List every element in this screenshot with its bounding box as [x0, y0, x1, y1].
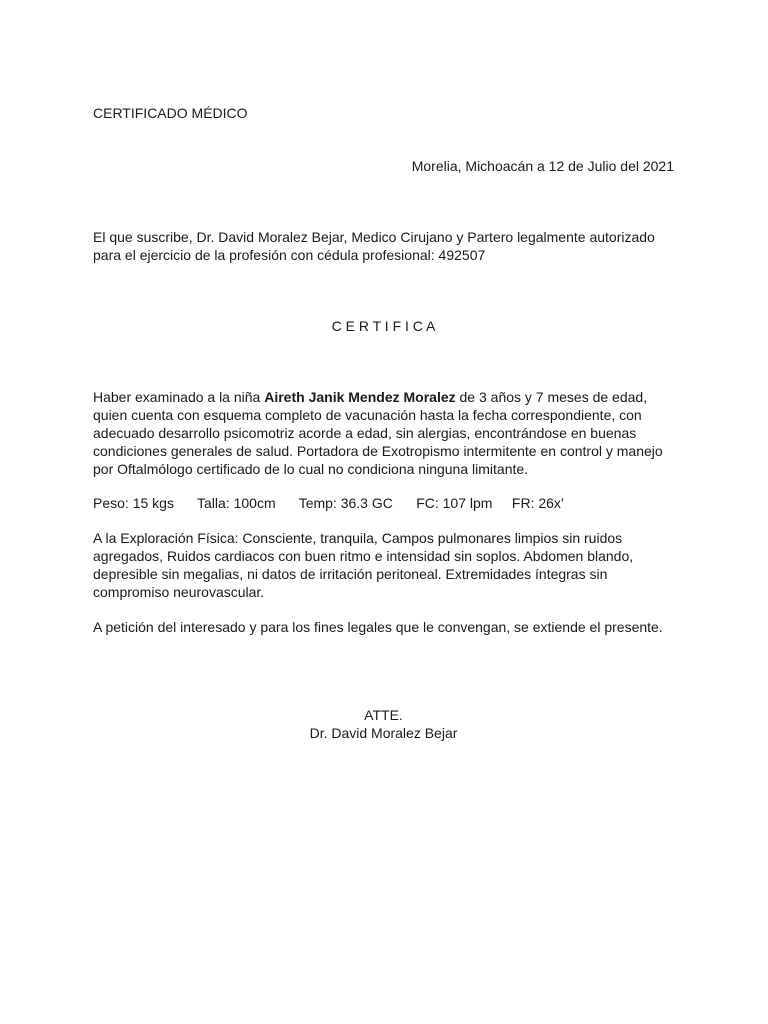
document-title: CERTIFICADO MÉDICO [93, 105, 248, 121]
exam-text-rest: de 3 años y 7 meses de edad, quien cuenta con esquema completo de vacunación hasta la fecha correspondiente, con adecuado desarrollo psicomotriz acorde a edad, sin alergias, encontrándose en buenas condiciones generales de salud. Portadora de Exotropismo intermitente en control y manejo por Oftalmólogo certificado de lo cual no condiciona ninguna limitante. [93, 389, 663, 477]
signer-name: Dr. David Moralez Bejar [309, 725, 458, 741]
request-paragraph: A petición del interesado y para los fines legales que le convengan, se extiende el presente. [93, 619, 663, 635]
place-and-date: Morelia, Michoacán a 12 de Julio del 2021 [411, 158, 674, 174]
exam-paragraph [93, 388, 677, 478]
vital-signs-line: Peso: 15 kgs Talla: 100cm Temp: 36.3 GC FC: 107 lpm FR: 26x’ [93, 495, 565, 511]
exam-text-start: Haber examinado a la niña [93, 389, 265, 405]
physical-exam-paragraph: A la Exploración Física: Consciente, tranquila, Campos pulmonares limpios sin ruidos agregados, Ruidos cardiacos con buen ritmo e intensidad sin soplos. Abdomen blando, depresible sin megalias, ni datos de irritación peritoneal. Extremidades íntegras sin compromiso neurovascular. [93, 530, 634, 600]
closing-atte: ATTE. [364, 707, 403, 723]
certifica-heading: C E R T I F I C A [331, 318, 436, 334]
intro-paragraph: El que suscribe, Dr. David Moralez Bejar, Medico Cirujano y Partero legalmente autorizado para el ejercicio de la profesión con cédula profesional: 492507 [93, 229, 655, 263]
patient-name: Aireth Janik Mendez Moralez [264, 389, 456, 405]
